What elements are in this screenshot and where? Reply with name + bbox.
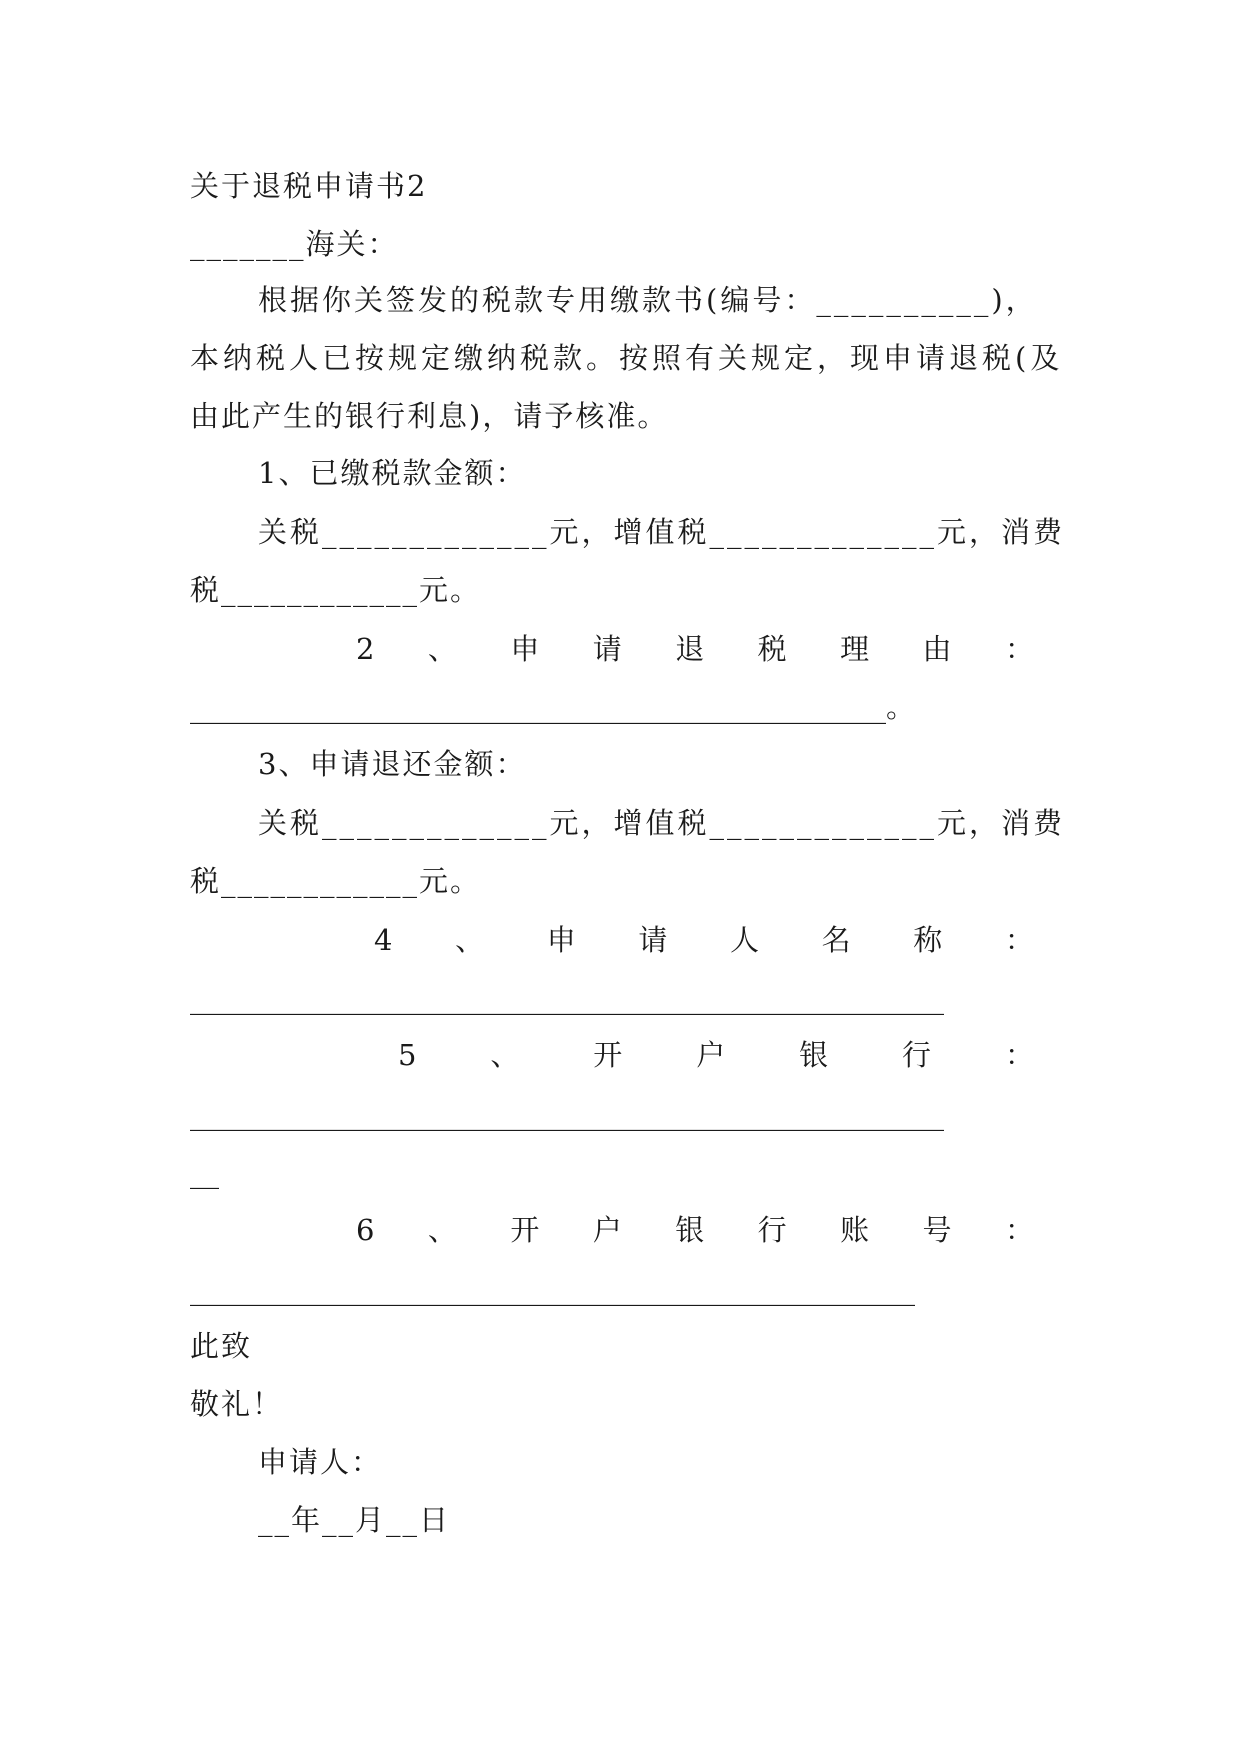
item2-token: 退	[675, 632, 707, 666]
item5-token: 行	[902, 1038, 934, 1072]
item6-token: 账	[840, 1213, 872, 1247]
item3-line2: 税____________元。	[190, 864, 482, 898]
item2-heading	[356, 631, 1036, 667]
item2-token: 由	[922, 632, 954, 666]
item5-token: 、	[490, 1038, 522, 1072]
para1-line2: 本纳税人已按规定缴纳税款。按照有关规定，现申请退税(及	[190, 341, 1064, 375]
item2-token: 申	[510, 632, 542, 666]
item2-fill: ________________________________________________。	[190, 690, 916, 724]
item5-fill: ____________________________________________________	[190, 1097, 944, 1131]
item6-token: 银	[675, 1213, 707, 1247]
item4-token: 4	[374, 923, 395, 957]
applicant-label: 申请人：	[258, 1445, 383, 1479]
item2-token: 理	[840, 632, 872, 666]
item6-token: 行	[757, 1213, 789, 1247]
item6-token: 开	[510, 1213, 542, 1247]
closing-line2: 敬礼！	[190, 1387, 284, 1421]
item5-token: 开	[593, 1038, 625, 1072]
item2-token: 、	[427, 632, 459, 666]
item6-token: 户	[592, 1213, 624, 1247]
item3-line1: 关税_____________元，增值税_____________元，消费	[258, 806, 1066, 840]
item4-token: 、	[455, 923, 487, 957]
item2-token: ：	[1004, 632, 1036, 666]
item4-token: 人	[730, 923, 762, 957]
doc-title: 关于退税申请书2	[190, 169, 428, 203]
item4-token: 请	[638, 923, 670, 957]
item5-fill-continued: __	[190, 1155, 219, 1189]
item6-token: ：	[1004, 1213, 1036, 1247]
item1-line2: 税____________元。	[190, 573, 482, 607]
item4-token: ：	[1004, 923, 1036, 957]
item6-fill: __________________________________________________	[190, 1272, 915, 1306]
item6-token: 6	[356, 1213, 377, 1247]
item6-token: 号	[922, 1213, 954, 1247]
item4-fill: ____________________________________________________	[190, 981, 944, 1015]
item2-token: 税	[757, 632, 789, 666]
item2-token: 2	[356, 632, 377, 666]
item6-token: 、	[427, 1213, 459, 1247]
item5-token: 银	[799, 1038, 831, 1072]
para1-line3: 由此产生的银行利息)，请予核准。	[190, 399, 669, 433]
item3-heading: 3、申请退还金额：	[258, 747, 527, 781]
item2-token: 请	[592, 632, 624, 666]
item6-heading	[356, 1212, 1036, 1248]
item4-heading	[374, 922, 1036, 958]
para1-line1: 根据你关签发的税款专用缴款书(编号：__________)，	[258, 283, 1038, 317]
item1-heading: 1、已缴税款金额：	[258, 456, 527, 490]
item5-token: 户	[696, 1038, 728, 1072]
item4-token: 称	[913, 923, 945, 957]
item1-line1: 关税_____________元，增值税_____________元，消费	[258, 515, 1066, 549]
date-line: __年__月__日	[258, 1503, 451, 1537]
item4-token: 申	[546, 923, 578, 957]
addressee: _______海关：	[190, 227, 399, 261]
closing-line1: 此致	[190, 1329, 253, 1363]
item5-heading	[398, 1037, 1036, 1073]
item4-token: 名	[821, 923, 853, 957]
item5-token: ：	[1004, 1038, 1036, 1072]
item5-token: 5	[398, 1038, 419, 1072]
